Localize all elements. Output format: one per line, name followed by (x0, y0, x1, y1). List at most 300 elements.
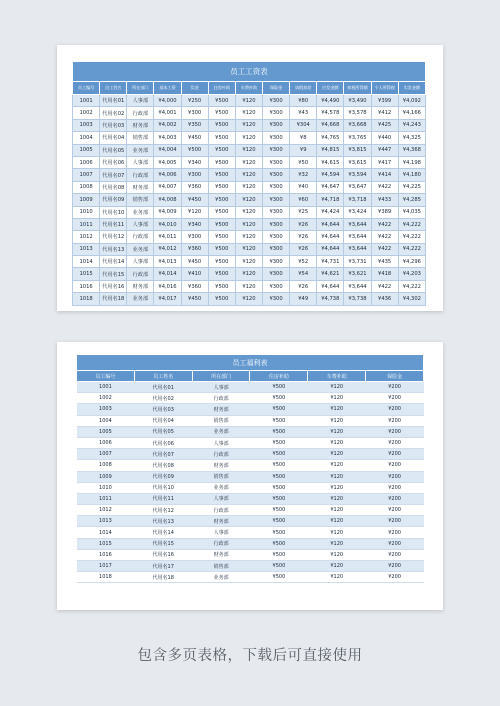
table-cell: ¥300 (262, 194, 289, 206)
table-row (77, 471, 424, 482)
table-cell: ¥300 (262, 156, 289, 168)
table-cell: 代用名05 (134, 426, 192, 437)
table-row (73, 293, 426, 305)
table-cell: 人事部 (192, 493, 250, 504)
table-row (73, 181, 426, 193)
table-cell: ¥500 (208, 156, 235, 168)
table-cell: ¥422 (371, 231, 398, 243)
table-cell: ¥4,017 (154, 293, 181, 305)
table-cell: 行政部 (192, 393, 250, 404)
table-cell: ¥500 (208, 293, 235, 305)
table-cell: ¥120 (235, 206, 262, 218)
table-cell: ¥425 (371, 119, 398, 131)
table-cell: ¥500 (208, 256, 235, 268)
table-cell: ¥399 (371, 95, 398, 107)
table-cell: ¥422 (371, 218, 398, 230)
table-cell: 人事部 (127, 156, 154, 168)
table-row (77, 572, 424, 583)
salary-sheet-page (57, 45, 443, 311)
table-cell: ¥9 (290, 144, 317, 156)
table-cell: 1001 (73, 95, 100, 107)
table-cell: 代用名07 (134, 449, 192, 460)
table-cell: ¥500 (208, 107, 235, 119)
table-cell: ¥447 (371, 144, 398, 156)
table-cell: 人事部 (192, 382, 250, 393)
welfare-table-body (77, 382, 424, 583)
table-cell: 代用名14 (134, 527, 192, 538)
table-cell: ¥4,718 (317, 194, 344, 206)
table-cell: 财务部 (192, 549, 250, 560)
table-cell: ¥4,243 (398, 119, 425, 131)
table-cell: ¥500 (250, 393, 308, 404)
table-cell: ¥3,647 (344, 181, 371, 193)
table-cell: ¥200 (366, 549, 424, 560)
salary-column-header: 保险金 (262, 82, 289, 95)
table-cell: ¥500 (208, 194, 235, 206)
table-cell: ¥26 (290, 280, 317, 292)
table-cell: ¥120 (308, 561, 366, 572)
table-cell: 人事部 (127, 256, 154, 268)
table-cell: ¥40 (290, 181, 317, 193)
table-cell: ¥120 (235, 256, 262, 268)
table-cell: ¥4,644 (317, 218, 344, 230)
salary-table-title: 员工工资表 (73, 62, 426, 82)
table-cell: 1013 (77, 516, 135, 527)
table-row (73, 243, 426, 255)
table-cell: ¥300 (181, 107, 208, 119)
table-cell: ¥4,668 (317, 119, 344, 131)
table-cell: ¥300 (262, 218, 289, 230)
table-cell: 1008 (73, 181, 100, 193)
table-cell: ¥3,644 (344, 243, 371, 255)
table-cell: ¥500 (250, 538, 308, 549)
table-cell: ¥120 (235, 107, 262, 119)
table-row (77, 505, 424, 516)
table-cell: 1009 (73, 194, 100, 206)
table-cell: 代用名17 (134, 561, 192, 572)
table-cell: ¥300 (262, 243, 289, 255)
table-cell: ¥500 (250, 572, 308, 583)
table-row (77, 527, 424, 538)
table-row (77, 449, 424, 460)
table-cell: ¥200 (366, 382, 424, 393)
table-row (77, 549, 424, 560)
table-cell: ¥120 (181, 206, 208, 218)
welfare-sheet-page (57, 342, 443, 610)
table-cell: ¥120 (308, 482, 366, 493)
table-cell: 代用名07 (100, 169, 127, 181)
table-row (73, 194, 426, 206)
table-cell: ¥422 (371, 243, 398, 255)
table-cell: 财务部 (127, 280, 154, 292)
table-cell: 1016 (77, 549, 135, 560)
table-cell: ¥300 (262, 95, 289, 107)
table-cell: ¥410 (181, 268, 208, 280)
table-cell: ¥80 (290, 95, 317, 107)
table-cell: ¥418 (371, 268, 398, 280)
salary-column-header: 员工编号 (73, 82, 100, 95)
table-cell: ¥4,731 (317, 256, 344, 268)
table-cell: ¥120 (308, 538, 366, 549)
table-cell: ¥4,009 (154, 206, 181, 218)
table-cell: 行政部 (192, 538, 250, 549)
table-cell: 1002 (77, 393, 135, 404)
table-cell: ¥4,006 (154, 169, 181, 181)
table-row (77, 482, 424, 493)
table-cell: ¥500 (208, 280, 235, 292)
table-cell: ¥8 (290, 132, 317, 144)
table-cell: ¥422 (371, 181, 398, 193)
table-cell: 1010 (73, 206, 100, 218)
table-cell: ¥3,738 (344, 293, 371, 305)
table-cell: 1014 (73, 256, 100, 268)
salary-column-header: 车费补助 (235, 82, 262, 95)
table-cell: ¥435 (371, 256, 398, 268)
table-cell: ¥200 (366, 527, 424, 538)
table-cell: ¥4,003 (154, 132, 181, 144)
table-cell: ¥120 (235, 95, 262, 107)
table-cell: 代用名04 (134, 415, 192, 426)
table-cell: ¥200 (366, 460, 424, 471)
table-cell: 代用名14 (100, 256, 127, 268)
table-cell: ¥120 (308, 426, 366, 437)
table-cell: 行政部 (192, 505, 250, 516)
table-cell: 代用名01 (100, 95, 127, 107)
salary-column-header: 奖金 (181, 82, 208, 95)
table-cell: ¥4,578 (317, 107, 344, 119)
table-row (73, 206, 426, 218)
table-cell: ¥500 (250, 482, 308, 493)
table-cell: ¥300 (262, 206, 289, 218)
table-cell: 代用名04 (100, 132, 127, 144)
table-cell: 1003 (77, 404, 135, 415)
table-cell: ¥3,594 (344, 169, 371, 181)
table-cell: ¥26 (290, 243, 317, 255)
table-cell: 业务部 (192, 426, 250, 437)
table-cell: ¥4,738 (317, 293, 344, 305)
table-cell: 1004 (77, 415, 135, 426)
table-cell: 代用名03 (134, 404, 192, 415)
table-cell: ¥4,008 (154, 194, 181, 206)
table-cell: 人事部 (127, 218, 154, 230)
table-cell: ¥3,644 (344, 218, 371, 230)
salary-column-header: 请假扣款 (290, 82, 317, 95)
table-cell: 1014 (77, 527, 135, 538)
table-cell: ¥54 (290, 268, 317, 280)
table-cell: ¥300 (262, 132, 289, 144)
table-cell: 财务部 (192, 516, 250, 527)
table-cell: ¥450 (181, 293, 208, 305)
table-cell: 财务部 (192, 404, 250, 415)
table-row (77, 538, 424, 549)
table-cell: ¥360 (181, 280, 208, 292)
table-cell: 代用名05 (100, 144, 127, 156)
table-cell: ¥440 (371, 132, 398, 144)
table-cell: ¥500 (250, 527, 308, 538)
table-cell: ¥120 (235, 231, 262, 243)
table-cell: 财务部 (127, 181, 154, 193)
table-cell: ¥3,424 (344, 206, 371, 218)
table-cell: ¥500 (208, 206, 235, 218)
table-cell: 1002 (73, 107, 100, 119)
welfare-header-row (77, 371, 424, 382)
table-cell: ¥49 (290, 293, 317, 305)
table-cell: 行政部 (127, 169, 154, 181)
table-cell: ¥26 (290, 218, 317, 230)
table-cell: ¥4,010 (154, 218, 181, 230)
table-cell: ¥4,004 (154, 144, 181, 156)
table-cell: ¥500 (208, 268, 235, 280)
table-cell: 代用名09 (100, 194, 127, 206)
table-cell: ¥4,644 (317, 231, 344, 243)
table-cell: ¥340 (181, 156, 208, 168)
table-cell: ¥450 (181, 194, 208, 206)
table-cell: 代用名11 (134, 493, 192, 504)
table-cell: ¥450 (181, 256, 208, 268)
table-cell: ¥25 (290, 206, 317, 218)
table-cell: ¥4,203 (398, 268, 425, 280)
table-cell: ¥500 (208, 169, 235, 181)
table-cell: ¥3,765 (344, 132, 371, 144)
table-cell: ¥200 (366, 505, 424, 516)
table-cell: ¥412 (371, 107, 398, 119)
table-cell: ¥3,668 (344, 119, 371, 131)
table-cell: ¥4,815 (317, 144, 344, 156)
table-cell: 行政部 (192, 449, 250, 460)
table-cell: ¥500 (208, 119, 235, 131)
table-cell: 1008 (77, 460, 135, 471)
table-cell: 1011 (73, 218, 100, 230)
table-row (77, 516, 424, 527)
table-cell: 行政部 (127, 231, 154, 243)
table-cell: 1007 (73, 169, 100, 181)
table-cell: ¥120 (308, 404, 366, 415)
table-row (77, 561, 424, 572)
table-cell: ¥3,615 (344, 156, 371, 168)
table-cell: ¥4,424 (317, 206, 344, 218)
table-cell: ¥450 (181, 132, 208, 144)
table-cell: 1012 (77, 505, 135, 516)
table-cell: ¥120 (235, 268, 262, 280)
table-cell: 1010 (77, 482, 135, 493)
table-row (77, 460, 424, 471)
table-cell: ¥4,222 (398, 231, 425, 243)
table-row (73, 256, 426, 268)
table-cell: ¥200 (366, 538, 424, 549)
table-cell: 1011 (77, 493, 135, 504)
table-row (73, 95, 426, 107)
table-row (73, 156, 426, 168)
welfare-column-header: 所在部门 (192, 371, 250, 382)
table-cell: ¥120 (235, 181, 262, 193)
table-cell: ¥4,490 (317, 95, 344, 107)
table-cell: ¥3,731 (344, 256, 371, 268)
table-cell: ¥3,621 (344, 268, 371, 280)
table-cell: ¥300 (262, 293, 289, 305)
table-cell: ¥43 (290, 107, 317, 119)
welfare-column-header: 车费补助 (308, 371, 366, 382)
table-cell: ¥120 (235, 293, 262, 305)
welfare-column-header: 员工编号 (77, 371, 135, 382)
table-row (73, 169, 426, 181)
table-cell: ¥120 (308, 493, 366, 504)
salary-column-header: 个人所得税 (371, 82, 398, 95)
table-row (73, 218, 426, 230)
table-cell: 代用名11 (100, 218, 127, 230)
table-row (77, 426, 424, 437)
table-cell: ¥414 (371, 169, 398, 181)
table-cell: 人事部 (192, 527, 250, 538)
table-cell: ¥200 (366, 572, 424, 583)
table-row (77, 393, 424, 404)
table-cell: 1018 (77, 572, 135, 583)
table-row (77, 415, 424, 426)
table-cell: ¥4,035 (398, 206, 425, 218)
table-cell: 财务部 (127, 119, 154, 131)
table-cell: ¥500 (208, 181, 235, 193)
table-cell: 代用名15 (134, 538, 192, 549)
table-cell: ¥120 (308, 516, 366, 527)
table-row (73, 231, 426, 243)
table-cell: ¥422 (371, 280, 398, 292)
table-cell: 代用名02 (134, 393, 192, 404)
table-cell: 代用名08 (100, 181, 127, 193)
table-cell: ¥120 (235, 132, 262, 144)
table-cell: 行政部 (127, 268, 154, 280)
table-cell: 1005 (73, 144, 100, 156)
table-cell: ¥4,644 (317, 280, 344, 292)
table-cell: ¥4,198 (398, 156, 425, 168)
table-cell: ¥4,012 (154, 243, 181, 255)
table-cell: 代用名02 (100, 107, 127, 119)
table-cell: 1003 (73, 119, 100, 131)
table-cell: ¥500 (250, 493, 308, 504)
table-cell: 业务部 (127, 144, 154, 156)
table-cell: ¥360 (181, 181, 208, 193)
table-cell: ¥32 (290, 169, 317, 181)
table-row (73, 268, 426, 280)
salary-header-row (73, 82, 426, 95)
table-cell: ¥4,222 (398, 280, 425, 292)
table-cell: ¥500 (250, 516, 308, 527)
table-cell: 代用名06 (134, 437, 192, 448)
table-cell: 代用名18 (100, 293, 127, 305)
table-cell: ¥4,296 (398, 256, 425, 268)
table-cell: ¥500 (208, 218, 235, 230)
table-cell: 销售部 (192, 415, 250, 426)
salary-column-header: 实发金额 (398, 82, 425, 95)
table-cell: ¥120 (235, 156, 262, 168)
table-cell: ¥4,594 (317, 169, 344, 181)
table-cell: ¥4,615 (317, 156, 344, 168)
table-cell: ¥120 (235, 169, 262, 181)
table-cell: ¥3,718 (344, 194, 371, 206)
table-cell: ¥500 (181, 144, 208, 156)
table-cell: ¥360 (181, 243, 208, 255)
table-cell: ¥500 (250, 415, 308, 426)
table-cell: 代用名13 (100, 243, 127, 255)
table-cell: 1006 (73, 156, 100, 168)
table-cell: ¥4,765 (317, 132, 344, 144)
table-cell: ¥500 (250, 549, 308, 560)
salary-column-header: 应发金额 (317, 82, 344, 95)
table-cell: ¥433 (371, 194, 398, 206)
table-cell: ¥200 (366, 471, 424, 482)
table-cell: 代用名03 (100, 119, 127, 131)
table-row (73, 144, 426, 156)
salary-column-header: 扣税所得额 (344, 82, 371, 95)
table-cell: ¥300 (262, 181, 289, 193)
table-row (77, 437, 424, 448)
table-cell: ¥200 (366, 393, 424, 404)
salary-column-header: 基本工资 (154, 82, 181, 95)
table-cell: ¥4,647 (317, 181, 344, 193)
table-cell: ¥500 (208, 132, 235, 144)
table-cell: ¥4,302 (398, 293, 425, 305)
table-cell: ¥300 (262, 119, 289, 131)
table-cell: ¥4,166 (398, 107, 425, 119)
table-cell: ¥120 (235, 194, 262, 206)
table-cell: ¥389 (371, 206, 398, 218)
table-cell: ¥200 (366, 482, 424, 493)
table-cell: ¥500 (250, 437, 308, 448)
table-cell: 1015 (77, 538, 135, 549)
table-cell: ¥4,285 (398, 194, 425, 206)
table-cell: 1001 (77, 382, 135, 393)
table-cell: ¥120 (308, 505, 366, 516)
table-cell: ¥120 (308, 449, 366, 460)
table-cell: 1005 (77, 426, 135, 437)
table-cell: ¥120 (235, 144, 262, 156)
table-row (73, 119, 426, 131)
table-cell: ¥4,180 (398, 169, 425, 181)
table-cell: 代用名16 (100, 280, 127, 292)
table-cell: ¥500 (250, 471, 308, 482)
table-cell: ¥120 (308, 382, 366, 393)
table-cell: 销售部 (192, 561, 250, 572)
table-cell: ¥120 (308, 527, 366, 538)
table-cell: 业务部 (192, 572, 250, 583)
table-cell: ¥60 (290, 194, 317, 206)
table-cell: ¥300 (262, 256, 289, 268)
table-cell: ¥4,014 (154, 268, 181, 280)
table-cell: ¥3,644 (344, 280, 371, 292)
table-cell: 1016 (73, 280, 100, 292)
table-cell: 代用名06 (100, 156, 127, 168)
table-cell: ¥500 (250, 561, 308, 572)
table-cell: 1009 (77, 471, 135, 482)
table-cell: ¥500 (208, 95, 235, 107)
table-cell: ¥500 (250, 449, 308, 460)
table-cell: ¥4,644 (317, 243, 344, 255)
table-cell: 销售部 (127, 132, 154, 144)
table-cell: ¥300 (262, 280, 289, 292)
table-row (73, 107, 426, 119)
table-cell: ¥3,490 (344, 95, 371, 107)
table-cell: 业务部 (127, 206, 154, 218)
table-cell: 人事部 (127, 95, 154, 107)
table-row (73, 132, 426, 144)
table-cell: ¥200 (366, 404, 424, 415)
table-cell: 业务部 (127, 293, 154, 305)
table-cell: ¥4,005 (154, 156, 181, 168)
table-cell: ¥200 (366, 415, 424, 426)
table-cell: ¥120 (235, 280, 262, 292)
table-cell: 人事部 (192, 437, 250, 448)
table-cell: ¥500 (208, 231, 235, 243)
table-cell: ¥300 (181, 169, 208, 181)
table-cell: 行政部 (127, 107, 154, 119)
